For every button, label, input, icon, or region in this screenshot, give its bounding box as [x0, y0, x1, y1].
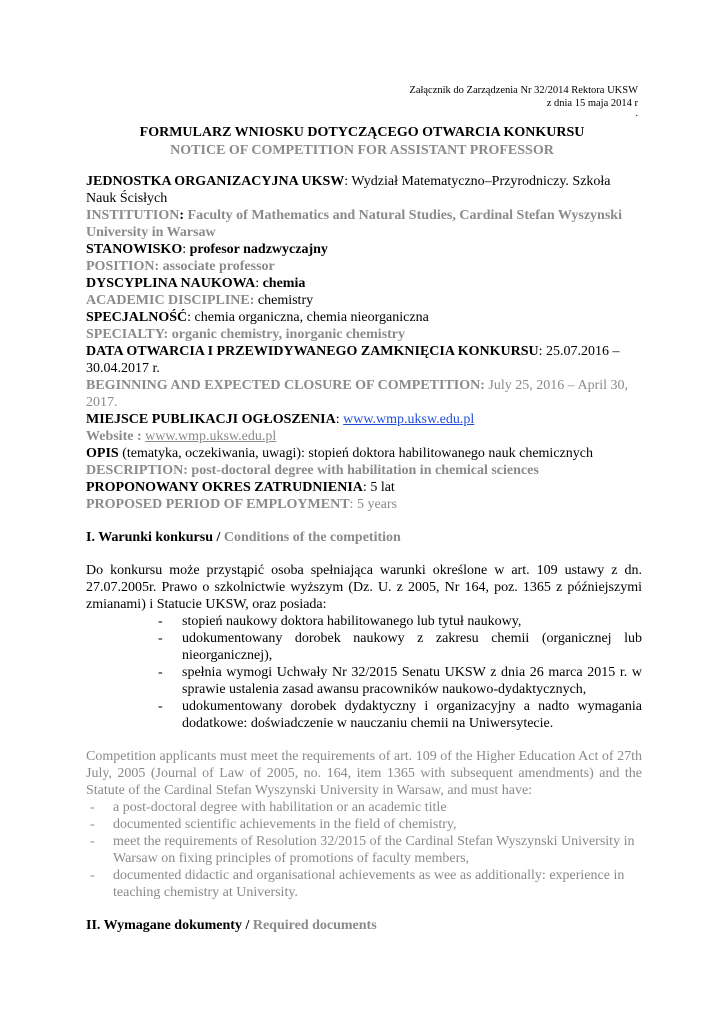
section-2-heading-en: Required documents: [252, 918, 377, 933]
unit-value: Wydział Matematyczno–Przyrodniczy. Szkoła Nauk Ścisłych: [86, 174, 611, 206]
specialty-pl-label: SPECJALNOŚĆ: [86, 310, 188, 325]
list-item: - udokumentowany dorobek naukowy z zakresu chemii (organicznej lub nieorganicznej),: [158, 631, 642, 663]
period-pl-label: PROPONOWANY OKRES ZATRUDNIENIA: [86, 480, 363, 495]
dates-pl-value: 25.07.2016 – 30.04.2017 r.: [86, 344, 620, 376]
period-en-value: 5 years: [356, 497, 397, 512]
specialty-pl-row: SPECJALNOŚĆ: chemia organiczna, chemia nieorganiczna: [86, 310, 429, 325]
annex-line-2: z dnia 15 maja 2014 r: [546, 98, 638, 109]
dates-en-label: BEGINNING AND EXPECTED CLOSURE OF COMPETITION:: [86, 378, 485, 393]
section-1-intro-en: Competition applicants must meet the requirements of art. 109 of the Higher Education Act of 27th July, 2005 (Journal of Law of 2005, no. 164, item 1365 with subsequent amendments) and the Statute of the Cardinal Stefan Wyszynski University in Warsaw, and must have:: [86, 749, 642, 798]
specialty-en-label: SPECIALTY:: [86, 327, 169, 342]
section-2-heading: [86, 917, 642, 934]
unit-row: JEDNOSTKA ORGANIZACYJNA UKSW: Wydział Matematyczno–Przyrodniczy. Szkoła Nauk Ścisłych: [86, 174, 611, 206]
specialty-en-row: [86, 326, 642, 343]
publication-pl-label: MIEJSCE PUBLIKACJI OGŁOSZENIA: [86, 412, 336, 427]
list-item: - udokumentowany dorobek dydaktyczny i organizacyjny a nadto wymagania dodatkowe: doświadczenie w nauczaniu chemii na Uniwersytecie.: [158, 699, 642, 731]
position-pl-label: STANOWISKO: [86, 242, 183, 257]
desc-en-value: post-doctoral degree with habilitation in chemical sciences: [191, 463, 539, 478]
period-pl-row: PROPONOWANY OKRES ZATRUDNIENIA: 5 lat: [86, 480, 395, 495]
title-pl: FORMULARZ WNIOSKU DOTYCZĄCEGO OTWARCIA KONKURSU: [139, 125, 585, 140]
position-en-row: [86, 258, 642, 275]
list-item: - a post-doctoral degree with habilitation or an academic title: [90, 800, 447, 815]
institution-row: INSTITUTION: Faculty of Mathematics and Natural Studies, Cardinal Stefan Wyszynski University in Warsaw: [86, 208, 622, 240]
list-item: - stopień naukowy doktora habilitowanego lub tytuł naukowy,: [158, 614, 522, 629]
dates-pl-row: DATA OTWARCIA I PRZEWIDYWANEGO ZAMKNIĘCIA KONKURSU: 25.07.2016 – 30.04.2017 r.: [86, 344, 620, 376]
discipline-pl-label: DYSCYPLINA NAUKOWA: [86, 276, 256, 291]
desc-pl-row: [86, 445, 642, 462]
position-en-label: POSITION:: [86, 259, 160, 274]
period-en-label: PROPOSED PERIOD OF EMPLOYMENT: [86, 497, 350, 512]
desc-en-row: [86, 462, 642, 479]
dates-en-value: July 25, 2016 – April 30, 2017.: [86, 378, 629, 410]
annex-note: [409, 84, 638, 118]
section-2-heading-pl: II. Wymagane dokumenty /: [86, 918, 250, 933]
publication-pl-row: MIEJSCE PUBLIKACJI OGŁOSZENIA: www.wmp.uksw.edu.pl: [86, 412, 475, 427]
section-1-intro-pl: Do konkursu może przystąpić osoba spełniająca warunki określone w art. 109 ustawy z dn. 27.07.2005r. Prawo o szkolnictwie wyższym (Dz. U. z 2005, Nr 164, poz. 1365 z późniejszymi zmianami) i Statucie UKSW, oraz posiada:: [86, 563, 642, 612]
conditions-list-pl: [86, 613, 642, 732]
conditions-list-en: [86, 799, 642, 901]
specialty-en-value: organic chemistry, inorganic chemistry: [171, 327, 406, 342]
discipline-en-value: chemistry: [257, 293, 314, 308]
list-item: - meet the requirements of Resolution 32/2015 of the Cardinal Stefan Wyszynski University in Warsaw on fixing principles of promotions of faculty members,: [90, 834, 635, 866]
section-1-heading-en: Conditions of the competition: [223, 530, 401, 545]
dates-pl-label: DATA OTWARCIA I PRZEWIDYWANEGO ZAMKNIĘCIA KONKURSU: [86, 344, 539, 359]
document-body: [86, 173, 642, 934]
section-1-heading-pl: I. Warunki konkursu /: [86, 530, 221, 545]
discipline-en-label: ACADEMIC DISCIPLINE:: [86, 293, 255, 308]
title-en: NOTICE OF COMPETITION FOR ASSISTANT PROFESSOR: [170, 143, 554, 158]
annex-line-1: Załącznik do Zarządzenia Nr 32/2014 Rektora UKSW: [409, 85, 638, 96]
list-item: - documented scientific achievements in the field of chemistry,: [90, 817, 457, 832]
discipline-pl-value: chemia: [262, 276, 306, 291]
period-en-row: PROPOSED PERIOD OF EMPLOYMENT: 5 years: [86, 497, 397, 512]
discipline-pl-row: DYSCYPLINA NAUKOWA: chemia: [86, 276, 306, 291]
publication-link[interactable]: www.wmp.uksw.edu.pl: [343, 412, 475, 427]
institution-value: Faculty of Mathematics and Natural Studies, Cardinal Stefan Wyszynski University in Warsaw: [86, 208, 622, 240]
desc-pl-label: OPIS: [86, 446, 119, 461]
annex-dot: .: [635, 108, 638, 119]
position-pl-row: STANOWISKO: profesor nadzwyczajny: [86, 242, 328, 257]
document-title: [86, 124, 638, 160]
discipline-en-row: [86, 292, 642, 309]
specialty-pl-value: chemia organiczna, chemia nieorganiczna: [194, 310, 429, 325]
list-item: - spełnia wymogi Uchwały Nr 32/2015 Senatu UKSW z dnia 26 marca 2015 r. w sprawie ustalenia zasad awansu pracowników naukowo-dydaktycznych,: [158, 665, 642, 697]
section-1-heading: [86, 529, 642, 546]
unit-label: JEDNOSTKA ORGANIZACYJNA UKSW: [86, 174, 345, 189]
period-pl-value: 5 lat: [370, 480, 395, 495]
publication-en-label: Website :: [86, 429, 142, 444]
publication-en-row: [86, 428, 642, 445]
desc-pl-value: (tematyka, oczekiwania, uwagi): stopień doktora habilitowanego nauk chemicznych: [122, 446, 593, 461]
website-link[interactable]: www.wmp.uksw.edu.pl: [145, 429, 277, 444]
list-item: - documented didactic and organisational achievements as wee as additionally: experience in teaching chemistry at University.: [90, 868, 625, 900]
desc-en-label: DESCRIPTION:: [86, 463, 188, 478]
institution-label: INSTITUTION: [86, 208, 180, 223]
position-pl-value: profesor nadzwyczajny: [189, 242, 328, 257]
dates-en-row: [86, 377, 642, 411]
position-en-value: associate professor: [162, 259, 275, 274]
